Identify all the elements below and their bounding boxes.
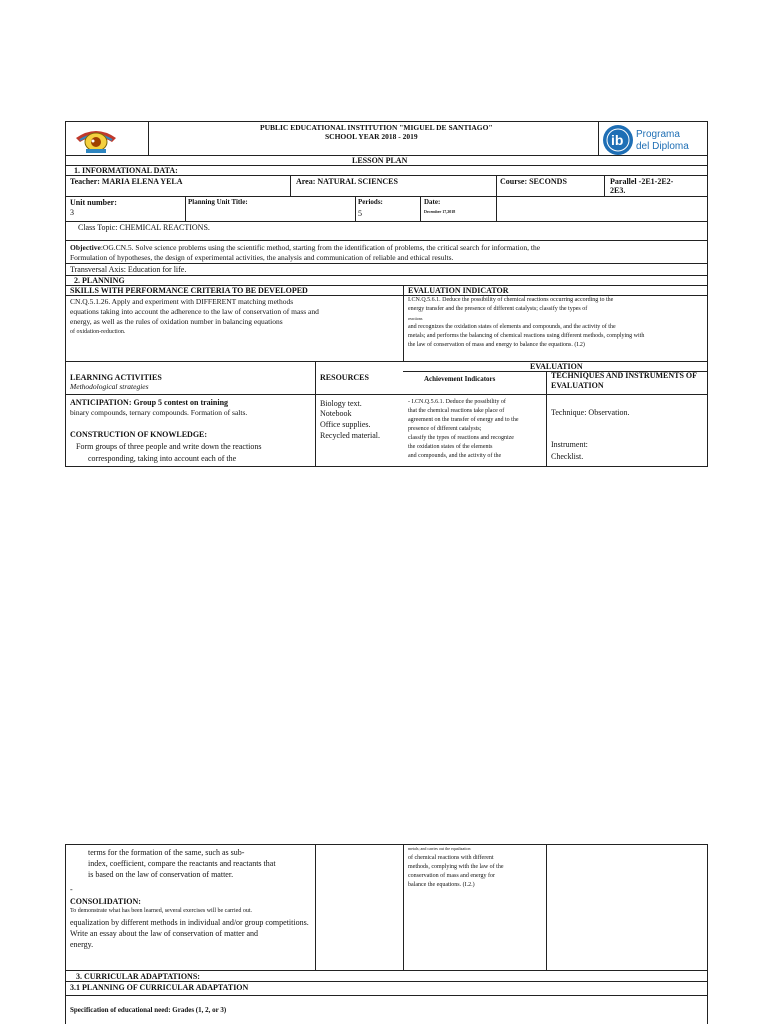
- p2-activity-line-2: index, coefficient, compare the reactants and reactants that: [88, 859, 276, 868]
- achievement-line-6: the oxidation states of the elements: [408, 444, 493, 450]
- p2-achievement-small: metals; and carries out the equalization: [408, 846, 471, 851]
- eval-indicator-line-1: I.CN.Q.5.6.1. Deduce the possibility of chemical reactions occurring according to the: [408, 297, 614, 303]
- date: December 17,2018: [424, 209, 456, 214]
- achievement-line-4: presence of different catalysts;: [408, 426, 482, 432]
- consolidation-line-2: Write an essay about the law of conservation of matter and: [70, 929, 259, 938]
- achievement-line-5: classify the types of reactions and recognize: [408, 435, 514, 441]
- eval-indicator-line-5: metals; and performs the balancing of chemical reactions using different methods, complying with: [408, 333, 645, 339]
- achievement-header: Achievement Indicators: [424, 375, 496, 383]
- course: Course: SECONDS: [500, 177, 567, 186]
- parallel-cont: 2E3.: [610, 186, 626, 195]
- section2-heading: 2. PLANNING: [74, 276, 125, 285]
- transversal-axis: Transversal Axis: Education for life.: [70, 265, 187, 274]
- methodological-strategies: Methodological strategies: [70, 382, 149, 391]
- technique: Technique: Observation.: [551, 408, 630, 417]
- achievement-line-3: agreement on the transfer of energy and to the: [408, 417, 519, 423]
- resource-3: Office supplies.: [320, 420, 371, 429]
- svg-text:Programa: Programa: [636, 129, 680, 140]
- eval-indicator-line-4: and recognizes the oxidation states of elements and compounds, and the activity of the: [408, 324, 616, 330]
- learning-activities-header: LEARNING ACTIVITIES: [70, 373, 162, 382]
- section1-heading: 1. INFORMATIONAL DATA:: [74, 166, 178, 175]
- objective-label: Objective: [70, 243, 101, 252]
- construction-line-2: corresponding, taking into account each of the: [88, 454, 237, 463]
- techniques-header-2: EVALUATION: [551, 381, 604, 390]
- periods: 5: [358, 209, 362, 218]
- skills-header: SKILLS WITH PERFORMANCE CRITERIA TO BE DEVELOPED: [70, 286, 308, 295]
- resource-1: Biology text.: [320, 399, 362, 408]
- evaluation-header: EVALUATION: [530, 362, 583, 371]
- instrument-label: Instrument:: [551, 440, 588, 449]
- eval-indicator-line-2: energy transfer and the presence of different catalysts; classify the types of: [408, 306, 588, 312]
- construction: CONSTRUCTION OF KNOWLEDGE:: [70, 430, 208, 439]
- p2-dash: -: [70, 885, 73, 894]
- p2-activity-line-3: is based on the law of conservation of matter.: [88, 870, 234, 879]
- resource-2: Notebook: [320, 409, 352, 418]
- eval-indicator-header: EVALUATION INDICATOR: [408, 286, 509, 295]
- svg-text:del Diploma: del Diploma: [636, 141, 689, 152]
- consolidation-small: To demonstrate what has been learned, several exercises will be carried out.: [70, 908, 253, 914]
- skills-line-4: of oxidation-reduction.: [70, 329, 126, 335]
- school-crest-icon: [72, 124, 120, 154]
- date-label: Date:: [424, 198, 441, 206]
- consolidation-line-3: energy.: [70, 940, 94, 949]
- p2-activity-line-1: terms for the formation of the same, such as sub-: [88, 848, 245, 857]
- achievement-line-7: and compounds, and the activity of the: [408, 453, 502, 459]
- resources-header: RESOURCES: [320, 373, 369, 382]
- p2-achievement-line-4: balance the equations. (I.2.): [408, 882, 475, 888]
- achievement-line-2: that the chemical reactions take place of: [408, 408, 505, 414]
- svg-text:ib: ib: [611, 132, 624, 148]
- consolidation: CONSOLIDATION:: [70, 897, 141, 906]
- skills-line-3: energy, as well as the rules of oxidation number in balancing equations: [70, 317, 283, 326]
- instrument: Checklist.: [551, 452, 584, 461]
- teacher: Teacher: MARIA ELENA YELA: [70, 177, 183, 186]
- p2-achievement-line-1: of chemical reactions with different: [408, 855, 494, 861]
- construction-line-1: Form groups of three people and write down the reactions: [76, 442, 262, 451]
- section3-heading: 3. CURRICULAR ADAPTATIONS:: [76, 972, 200, 981]
- school-year: SCHOOL YEAR 2018 - 2019: [325, 132, 418, 141]
- unit-number-label: Unit number:: [70, 198, 117, 207]
- unit-number: 3: [70, 208, 74, 217]
- area: Area: NATURAL SCIENCES: [296, 177, 398, 186]
- skills-line-2: equations taking into account the adherence to the law of conservation of mass and: [70, 307, 319, 316]
- objective-line2: Formulation of hypotheses, the design of experimental activities, the analysis and communication of reliable and ethical results.: [70, 253, 454, 262]
- skills-line-1: CN.Q.5.1.26. Apply and experiment with DIFFERENT matching methods: [70, 297, 294, 306]
- p2-achievement-line-2: methods, complying with the law of the: [408, 864, 504, 870]
- eval-indicator-line-6: the law of conservation of mass and energy to balance the equations. (I.2): [408, 342, 585, 348]
- p2-achievement-line-3: conservation of mass and energy for: [408, 873, 496, 879]
- objective-text: :OG.CN.5. Solve science problems using the scientific method, starting from the identification of problems, the critical search for information, the: [100, 243, 541, 252]
- planning-curricular-adaptation: 3.1 PLANNING OF CURRICULAR ADAPTATION: [70, 983, 249, 992]
- periods-label: Periods:: [358, 198, 383, 206]
- parallel: Parallel -2E1-2E2-: [610, 177, 674, 186]
- class-topic: Class Topic: CHEMICAL REACTIONS.: [78, 223, 210, 232]
- achievement-line-1: - I.CN.Q.5.6.1. Deduce the possibility of: [408, 399, 506, 405]
- consolidation-line-1: equalization by different methods in individual and/or group competitions.: [70, 918, 309, 927]
- institution-name: PUBLIC EDUCATIONAL INSTITUTION "MIGUEL DE SANTIAGO": [260, 123, 493, 132]
- techniques-header: TECHNIQUES AND INSTRUMENTS OF: [551, 371, 698, 380]
- objective: [70, 243, 540, 252]
- lesson-plan-title: LESSON PLAN: [352, 156, 408, 165]
- eval-indicator-line-3: reactions: [408, 316, 423, 321]
- resource-4: Recycled material.: [320, 431, 380, 440]
- specification-educational-need: Specification of educational need: Grades (1, 2, or 3): [70, 1006, 227, 1014]
- anticipation: ANTICIPATION: Group 5 contest on training: [70, 398, 229, 407]
- ib-logo-icon: [602, 124, 704, 156]
- planning-unit-title: Planning Unit Title:: [188, 198, 248, 206]
- anticipation-text: binary compounds, ternary compounds. Formation of salts.: [70, 408, 248, 417]
